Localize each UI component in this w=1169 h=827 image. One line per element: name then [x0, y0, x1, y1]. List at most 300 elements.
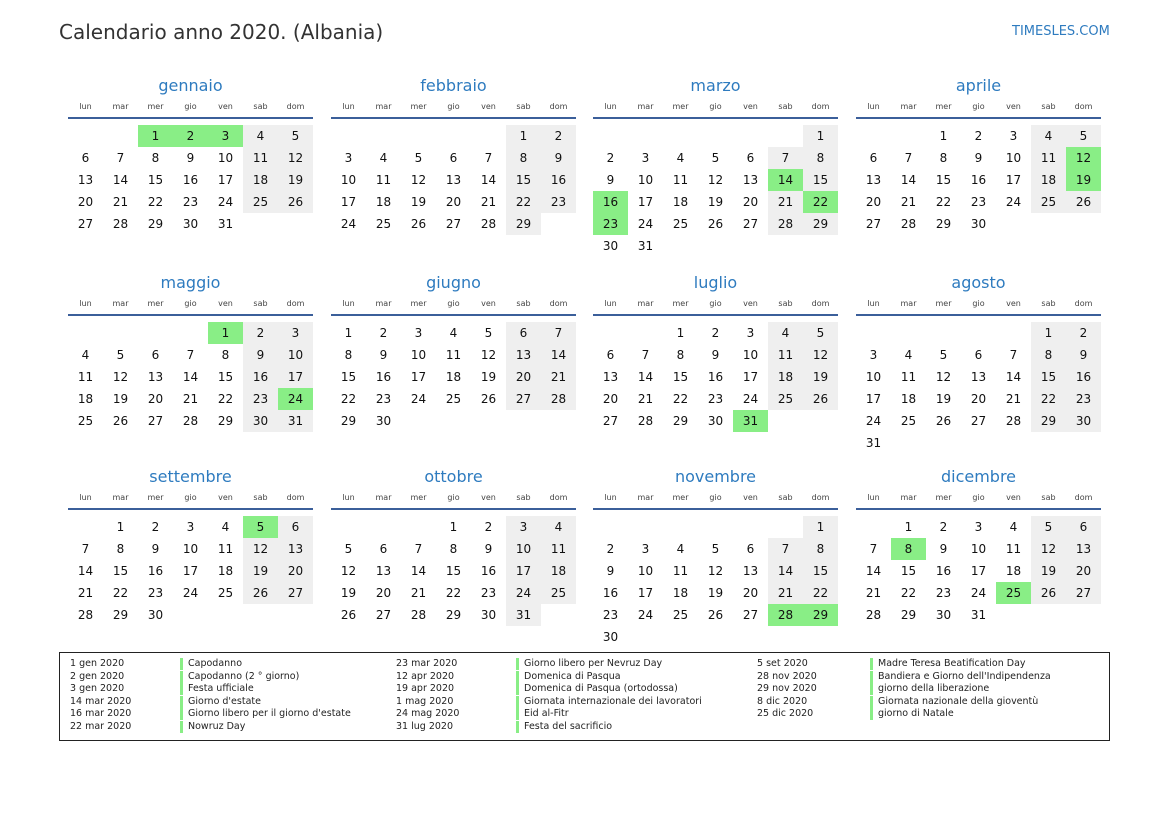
day-cell: 22: [900, 586, 917, 600]
day-cell: 4: [904, 348, 913, 362]
legend-date: 31 lug 2020: [396, 720, 453, 732]
weekday-label: sab: [778, 493, 793, 502]
day-cell: 9: [484, 542, 493, 556]
day-cell: 7: [484, 151, 493, 165]
month-divider: [68, 508, 313, 510]
brand-link[interactable]: TIMESLES.COM: [1012, 24, 1110, 39]
day-cell: 18: [1031, 169, 1066, 191]
day-cell: 28: [77, 608, 94, 622]
day-cell: 29: [900, 608, 917, 622]
day-cell: 1: [676, 326, 685, 340]
day-cell: 15: [112, 564, 129, 578]
day-cell: 16: [970, 173, 987, 187]
day-cell: 28: [865, 608, 882, 622]
day-cell: 20: [278, 560, 313, 582]
day-cell: 26: [480, 392, 497, 406]
day-cell: 27: [278, 582, 313, 604]
weekday-label: gio: [447, 102, 460, 111]
weekday-label: lun: [867, 493, 880, 502]
day-cell: 16: [147, 564, 164, 578]
holiday-legend: [59, 652, 1110, 741]
day-cell: 30: [1066, 410, 1101, 432]
day-cell: 30: [935, 608, 952, 622]
day-cell: 25: [243, 191, 278, 213]
day-cell: 3: [974, 520, 983, 534]
day-cell: 2: [711, 326, 720, 340]
day-cell: 14: [480, 173, 497, 187]
day-cell: 16: [1066, 366, 1101, 388]
day-cell: 6: [379, 542, 388, 556]
day-cell: 6: [506, 322, 541, 344]
holiday-day-cell: 1: [138, 125, 173, 147]
day-cell: 29: [217, 414, 234, 428]
weekday-label: sab: [253, 102, 268, 111]
legend-date: 28 nov 2020: [757, 670, 817, 682]
day-cell: 19: [1031, 560, 1066, 582]
day-cell: 27: [1066, 582, 1101, 604]
day-cell: 8: [344, 348, 353, 362]
day-cell: 4: [449, 326, 458, 340]
day-cell: 20: [742, 195, 759, 209]
weekday-label: ven: [743, 299, 758, 308]
weekday-label: lun: [342, 493, 355, 502]
day-cell: 29: [672, 414, 689, 428]
day-cell: 31: [865, 436, 882, 450]
weekday-label: lun: [342, 102, 355, 111]
day-cell: 7: [116, 151, 125, 165]
weekday-label: gio: [972, 493, 985, 502]
day-cell: 8: [803, 538, 838, 560]
day-cell: 26: [1066, 191, 1101, 213]
day-cell: 12: [707, 564, 724, 578]
day-cell: 20: [865, 195, 882, 209]
day-cell: 20: [1066, 560, 1101, 582]
day-cell: 5: [344, 542, 353, 556]
day-cell: 26: [278, 191, 313, 213]
holiday-day-cell: 12: [1066, 147, 1101, 169]
day-cell: 10: [637, 173, 654, 187]
weekday-label: lun: [342, 299, 355, 308]
day-cell: 29: [340, 414, 357, 428]
day-cell: 30: [375, 414, 392, 428]
weekday-label: mar: [637, 102, 654, 111]
month-title: novembre: [674, 467, 757, 486]
legend-holiday-name: Domenica di Pasqua: [516, 671, 621, 683]
day-cell: 18: [1005, 564, 1022, 578]
weekday-label: mar: [900, 102, 917, 111]
weekday-label: lun: [79, 493, 92, 502]
day-cell: 21: [1005, 392, 1022, 406]
weekday-label: ven: [743, 102, 758, 111]
day-cell: 31: [506, 604, 541, 626]
weekday-label: mer: [672, 102, 689, 111]
day-cell: 1: [506, 125, 541, 147]
day-cell: 3: [414, 326, 423, 340]
day-cell: 30: [707, 414, 724, 428]
weekday-label: sab: [778, 299, 793, 308]
weekday-label: sab: [778, 102, 793, 111]
day-cell: 26: [935, 414, 952, 428]
weekday-label: lun: [867, 299, 880, 308]
day-cell: 5: [1031, 516, 1066, 538]
weekday-label: sab: [516, 102, 531, 111]
day-cell: 22: [112, 586, 129, 600]
day-cell: 21: [900, 195, 917, 209]
day-cell: 26: [707, 608, 724, 622]
legend-holiday-name: Madre Teresa Beatification Day: [870, 658, 1026, 670]
day-cell: 9: [1066, 344, 1101, 366]
day-cell: 16: [243, 366, 278, 388]
month-divider: [856, 508, 1101, 510]
day-cell: 10: [1005, 151, 1022, 165]
day-cell: 2: [974, 129, 983, 143]
day-cell: 7: [541, 322, 576, 344]
weekday-label: lun: [604, 102, 617, 111]
weekday-label: ven: [218, 493, 233, 502]
day-cell: 24: [1005, 195, 1022, 209]
weekday-label: ven: [481, 493, 496, 502]
day-cell: 10: [865, 370, 882, 384]
legend-date: 16 mar 2020: [70, 708, 132, 719]
day-cell: 19: [340, 586, 357, 600]
day-cell: 14: [77, 564, 94, 578]
day-cell: 1: [116, 520, 125, 534]
weekday-label: dom: [549, 102, 568, 111]
day-cell: 27: [602, 414, 619, 428]
day-cell: 11: [672, 564, 689, 578]
day-cell: 9: [939, 542, 948, 556]
day-cell: 21: [637, 392, 654, 406]
day-cell: 9: [186, 151, 195, 165]
day-cell: 27: [375, 608, 392, 622]
day-cell: 8: [151, 151, 160, 165]
day-cell: 7: [414, 542, 423, 556]
day-cell: 18: [445, 370, 462, 384]
day-cell: 14: [637, 370, 654, 384]
weekday-label: gio: [184, 493, 197, 502]
day-cell: 27: [77, 217, 94, 231]
day-cell: 12: [278, 147, 313, 169]
weekday-label: mer: [410, 493, 427, 502]
day-cell: 4: [243, 125, 278, 147]
day-cell: 25: [375, 217, 392, 231]
day-cell: 17: [1005, 173, 1022, 187]
holiday-day-cell: 28: [768, 604, 803, 626]
day-cell: 18: [900, 392, 917, 406]
day-cell: 12: [410, 173, 427, 187]
day-cell: 24: [637, 608, 654, 622]
day-cell: 4: [1031, 125, 1066, 147]
day-cell: 1: [1031, 322, 1066, 344]
day-cell: 24: [182, 586, 199, 600]
day-cell: 19: [935, 392, 952, 406]
day-cell: 19: [278, 169, 313, 191]
weekday-label: ven: [481, 299, 496, 308]
weekday-label: dom: [1074, 493, 1093, 502]
day-cell: 13: [147, 370, 164, 384]
day-cell: 15: [803, 560, 838, 582]
day-cell: 4: [221, 520, 230, 534]
day-cell: 30: [147, 608, 164, 622]
day-cell: 24: [410, 392, 427, 406]
day-cell: 17: [340, 195, 357, 209]
day-cell: 13: [278, 538, 313, 560]
legend-date: 14 mar 2020: [70, 695, 132, 707]
day-cell: 13: [375, 564, 392, 578]
legend-holiday-name: Bandiera e Giorno dell'Indipendenza: [870, 671, 1051, 683]
legend-date: 25 dic 2020: [757, 708, 814, 719]
day-cell: 20: [742, 586, 759, 600]
day-cell: 23: [480, 586, 497, 600]
day-cell: 24: [506, 582, 541, 604]
day-cell: 19: [243, 560, 278, 582]
day-cell: 19: [410, 195, 427, 209]
day-cell: 28: [112, 217, 129, 231]
day-cell: 10: [410, 348, 427, 362]
day-cell: 3: [746, 326, 755, 340]
day-cell: 13: [77, 173, 94, 187]
day-cell: 5: [1066, 125, 1101, 147]
day-cell: 31: [217, 217, 234, 231]
day-cell: 14: [768, 560, 803, 582]
weekday-label: gio: [184, 299, 197, 308]
month-title: maggio: [160, 273, 221, 292]
month-gennaio: [68, 76, 313, 276]
day-cell: 17: [742, 370, 759, 384]
month-ottobre: [331, 467, 576, 667]
day-cell: 17: [865, 392, 882, 406]
day-cell: 6: [974, 348, 983, 362]
day-cell: 16: [182, 173, 199, 187]
day-cell: 12: [803, 344, 838, 366]
weekday-label: lun: [867, 102, 880, 111]
day-cell: 4: [1009, 520, 1018, 534]
day-cell: 23: [602, 608, 619, 622]
day-cell: 15: [1031, 366, 1066, 388]
day-cell: 12: [112, 370, 129, 384]
legend-holiday-name: Giornata internazionale dei lavoratori: [516, 696, 702, 708]
weekday-label: dom: [1074, 102, 1093, 111]
day-cell: 7: [768, 147, 803, 169]
weekday-label: gio: [972, 102, 985, 111]
day-cell: 6: [746, 151, 755, 165]
day-cell: 17: [637, 586, 654, 600]
day-cell: 28: [480, 217, 497, 231]
page-title: Calendario anno 2020. (Albania): [59, 20, 384, 44]
legend-date: 2 gen 2020: [70, 670, 125, 682]
holiday-day-cell: 25: [996, 582, 1031, 604]
weekday-label: mar: [112, 299, 129, 308]
day-cell: 9: [243, 344, 278, 366]
day-cell: 29: [506, 213, 541, 235]
day-cell: 3: [641, 151, 650, 165]
weekday-label: sab: [253, 299, 268, 308]
weekday-label: ven: [743, 493, 758, 502]
weekday-label: dom: [811, 102, 830, 111]
month-divider: [68, 314, 313, 316]
weekday-label: mer: [935, 102, 952, 111]
weekday-label: mer: [935, 493, 952, 502]
day-cell: 8: [506, 147, 541, 169]
day-cell: 8: [676, 348, 685, 362]
day-cell: 6: [449, 151, 458, 165]
weekday-label: mar: [112, 493, 129, 502]
day-cell: 12: [340, 564, 357, 578]
day-cell: 24: [340, 217, 357, 231]
day-cell: 7: [904, 151, 913, 165]
weekday-label: gio: [972, 299, 985, 308]
legend-date: 8 dic 2020: [757, 695, 808, 707]
day-cell: 17: [278, 366, 313, 388]
day-cell: 17: [970, 564, 987, 578]
holiday-day-cell: 1: [208, 322, 243, 344]
day-cell: 10: [217, 151, 234, 165]
month-title: gennaio: [158, 76, 223, 95]
month-divider: [331, 508, 576, 510]
weekday-label: mer: [147, 102, 164, 111]
day-cell: 11: [77, 370, 94, 384]
month-divider: [856, 314, 1101, 316]
day-cell: 26: [340, 608, 357, 622]
day-cell: 11: [900, 370, 917, 384]
weekday-label: ven: [218, 299, 233, 308]
day-cell: 24: [217, 195, 234, 209]
legend-date: 1 gen 2020: [70, 658, 125, 669]
weekday-label: mer: [147, 299, 164, 308]
day-cell: 2: [151, 520, 160, 534]
legend-holiday-name: Giorno libero per Nevruz Day: [516, 658, 662, 670]
day-cell: 26: [707, 217, 724, 231]
day-cell: 13: [1066, 538, 1101, 560]
weekday-label: gio: [447, 493, 460, 502]
day-cell: 16: [480, 564, 497, 578]
weekday-label: dom: [811, 493, 830, 502]
day-cell: 22: [340, 392, 357, 406]
day-cell: 22: [935, 195, 952, 209]
day-cell: 13: [506, 344, 541, 366]
legend-holiday-name: giorno della liberazione: [870, 683, 989, 695]
legend-date: 22 mar 2020: [70, 720, 132, 732]
weekday-label: dom: [1074, 299, 1093, 308]
legend-holiday-name: Festa del sacrificio: [516, 721, 612, 733]
weekday-label: mer: [410, 299, 427, 308]
day-cell: 9: [974, 151, 983, 165]
day-cell: 31: [637, 239, 654, 253]
day-cell: 29: [147, 217, 164, 231]
weekday-label: sab: [253, 493, 268, 502]
month-title: aprile: [955, 76, 1002, 95]
month-divider: [68, 117, 313, 119]
legend-date: 12 apr 2020: [396, 670, 455, 682]
day-cell: 5: [803, 322, 838, 344]
day-cell: 3: [641, 542, 650, 556]
day-cell: 6: [1066, 516, 1101, 538]
holiday-day-cell: 24: [278, 388, 313, 410]
day-cell: 21: [541, 366, 576, 388]
day-cell: 31: [278, 410, 313, 432]
weekday-label: mer: [410, 102, 427, 111]
day-cell: 28: [637, 414, 654, 428]
day-cell: 26: [803, 388, 838, 410]
day-cell: 19: [707, 195, 724, 209]
day-cell: 22: [672, 392, 689, 406]
day-cell: 25: [445, 392, 462, 406]
day-cell: 6: [81, 151, 90, 165]
day-cell: 14: [900, 173, 917, 187]
day-cell: 15: [803, 169, 838, 191]
day-cell: 5: [711, 151, 720, 165]
day-cell: 19: [707, 586, 724, 600]
day-cell: 9: [379, 348, 388, 362]
day-cell: 27: [445, 217, 462, 231]
legend-date: 19 apr 2020: [396, 683, 455, 694]
day-cell: 18: [672, 586, 689, 600]
day-cell: 20: [77, 195, 94, 209]
day-cell: 11: [768, 344, 803, 366]
day-cell: 11: [375, 173, 392, 187]
day-cell: 4: [379, 151, 388, 165]
day-cell: 25: [541, 582, 576, 604]
day-cell: 2: [939, 520, 948, 534]
day-cell: 3: [869, 348, 878, 362]
weekday-label: mar: [375, 102, 392, 111]
day-cell: 17: [410, 370, 427, 384]
day-cell: 3: [278, 322, 313, 344]
holiday-day-cell: 19: [1066, 169, 1101, 191]
day-cell: 28: [182, 414, 199, 428]
month-title: settembre: [149, 467, 232, 486]
day-cell: 1: [939, 129, 948, 143]
month-divider: [856, 117, 1101, 119]
day-cell: 25: [768, 388, 803, 410]
day-cell: 30: [182, 217, 199, 231]
holiday-day-cell: 22: [803, 191, 838, 213]
day-cell: 1: [803, 516, 838, 538]
day-cell: 2: [606, 542, 615, 556]
weekday-label: mer: [672, 493, 689, 502]
day-cell: 19: [803, 366, 838, 388]
weekday-label: gio: [447, 299, 460, 308]
weekday-label: mar: [112, 102, 129, 111]
legend-date: 24 mag 2020: [396, 708, 460, 719]
day-cell: 23: [243, 388, 278, 410]
day-cell: 7: [186, 348, 195, 362]
day-cell: 10: [182, 542, 199, 556]
weekday-label: dom: [286, 102, 305, 111]
holiday-day-cell: 14: [768, 169, 803, 191]
weekday-label: mar: [637, 299, 654, 308]
day-cell: 13: [970, 370, 987, 384]
holiday-day-cell: 23: [593, 213, 628, 235]
day-cell: 27: [742, 217, 759, 231]
day-cell: 5: [711, 542, 720, 556]
day-cell: 22: [506, 191, 541, 213]
day-cell: 13: [602, 370, 619, 384]
day-cell: 5: [484, 326, 493, 340]
day-cell: 2: [379, 326, 388, 340]
day-cell: 16: [935, 564, 952, 578]
day-cell: 27: [147, 414, 164, 428]
day-cell: 10: [742, 348, 759, 362]
weekday-label: ven: [1006, 493, 1021, 502]
day-cell: 12: [243, 538, 278, 560]
day-cell: 4: [676, 542, 685, 556]
day-cell: 8: [803, 147, 838, 169]
weekday-label: dom: [549, 493, 568, 502]
day-cell: 1: [904, 520, 913, 534]
day-cell: 7: [641, 348, 650, 362]
day-cell: 17: [182, 564, 199, 578]
